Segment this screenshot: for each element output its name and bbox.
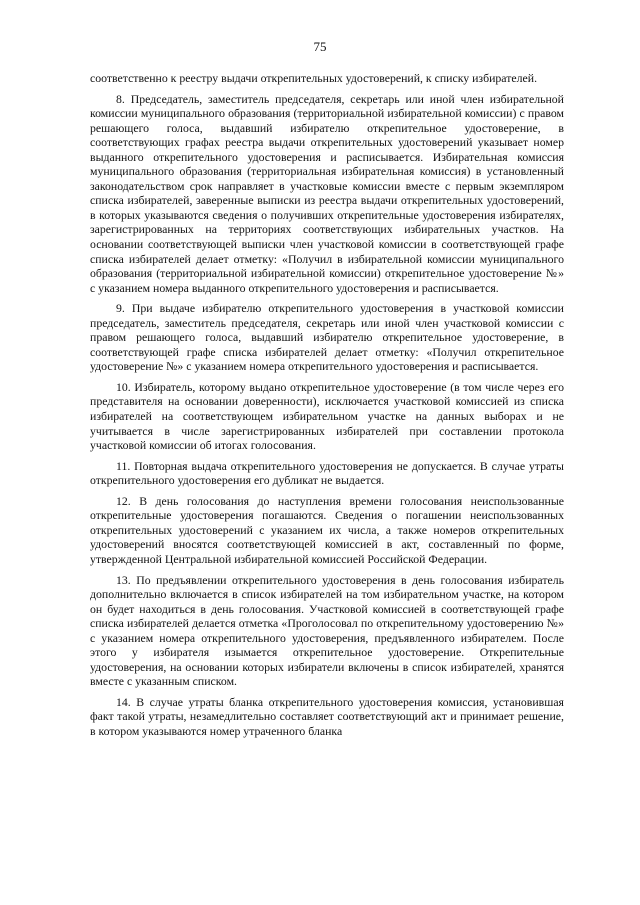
paragraph-item-12: 12. В день голосования до наступления времени голосования неиспользованные открепительные удостоверения погашаются. Сведения о погашении неиспользованных открепительных удостоверений с указанием их числа, а также номеров открепительных удостоверений вносятся соответствующей комиссией в акт, составленный по форме, утвержденной Центральной избирательной комиссией Российской Федерации.: [90, 493, 564, 566]
document-body: [90, 71, 564, 739]
paragraph-item-11: 11. Повторная выдача открепительного удостоверения не допускается. В случае утраты открепительного удостоверения его дубликат не выдается.: [90, 458, 564, 488]
paragraph-item-14: 14. В случае утраты бланка открепительного удостоверения комиссия, установившая факт такой утраты, незамедлительно составляет соответствующий акт и принимает решение, в котором указываются номер утраченного бланка: [90, 694, 564, 738]
paragraph-item-13: 13. По предъявлении открепительного удостоверения в день голосования избиратель дополнительно включается в список избирателей на том избирательном участке, на котором он будет находиться в день голосования. Участковой комиссией в соответствующей графе списка избирателей делается отметка «Проголосовал по открепительному удостоверению №» с указанием номера открепительного удостоверения, предъявленного избирателем. После этого у избирателя изымается открепительное удостоверение. Открепительные удостоверения, на основании которых избиратели включены в список избирателей, хранятся вместе с указанным списком.: [90, 572, 564, 689]
paragraph-item-9: 9. При выдаче избирателю открепительного удостоверения в участковой комиссии председатель, заместитель председателя, секретарь или иной член участковой комиссии с правом решающего голоса, выдавший избирателю открепительное удостоверение, в соответствующей графе списка избирателей делает отметку: «Получил открепительное удостоверение №» с указанием номера открепительного удостоверения и расписывается.: [90, 301, 564, 374]
paragraph-item-10: 10. Избиратель, которому выдано открепительное удостоверение (в том числе через его представителя на основании доверенности), исключается участковой комиссией из списка избирателей на соответствующем избирательном участке на данных выборах и не учитывается в числе зарегистрированных избирателей при составлении протокола участковой комиссии об итогах голосования.: [90, 379, 564, 453]
paragraph-item-8: 8. Председатель, заместитель председателя, секретарь или иной член избирательной комиссии муниципального образования (территориальной избирательной комиссии) с правом решающего голоса, выдавший избирателю открепительное удостоверение, в соответствующих графах реестра выдачи открепительных удостоверений указывает номер выданного открепительного удостоверения и расписывается. Избирательная комиссия муниципального образования (территориальная избирательная комиссия) в установленный законодательством срок направляет в участковые комиссии вместе с первым экземпляром списка избирателей, заверенные выписки из реестра выдачи открепительных удостоверений, в которых указываются сведения о получивших открепительные удостоверения избирателях, зарегистрированных на территориях соответствующих избирательных участков. На основании соответствующей выписки член участковой комиссии в соответствующей графе списка избирателей делает отметку: «Получил в избирательной комиссии муниципального образования (территориальной избирательной комиссии) открепительное удостоверение №» с указанием номера выданного открепительного удостоверения и расписывается.: [90, 91, 564, 295]
page-number: 75: [313, 39, 327, 54]
paragraph-continuation: соответственно к реестру выдачи открепительных удостоверений, к списку избирателей.: [90, 71, 538, 85]
